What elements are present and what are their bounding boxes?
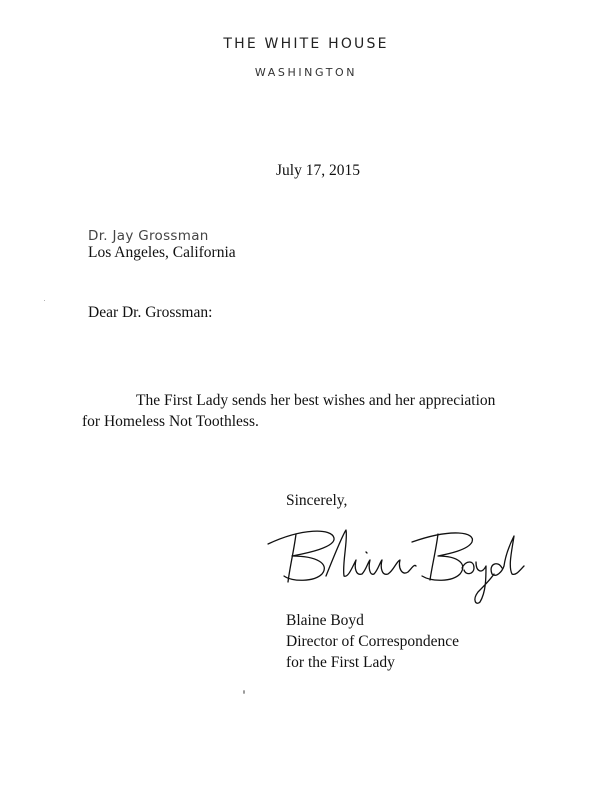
signer-name: Blaine Boyd	[286, 612, 364, 629]
body-line-2: for Homeless Not Toothless.	[82, 413, 259, 430]
body-line-1: The First Lady sends her best wishes and her appreciation	[136, 392, 496, 409]
letterhead-subtitle: WASHINGTON	[254, 66, 358, 79]
handwritten-signature	[262, 516, 542, 608]
signer-title: Director of Correspondence	[286, 633, 460, 650]
signer-for: for the First Lady	[286, 654, 395, 671]
letterhead-title: THE WHITE HOUSE	[223, 36, 389, 52]
recipient-location: Los Angeles, California	[88, 244, 236, 261]
closing: Sincerely,	[286, 492, 348, 509]
scan-speck	[44, 300, 45, 301]
scan-speck	[243, 690, 245, 694]
letter-date: July 17, 2015	[276, 162, 360, 179]
letterhead	[0, 36, 612, 79]
salutation: Dear Dr. Grossman:	[88, 304, 213, 321]
recipient-name: Dr. Jay Grossman	[88, 228, 209, 244]
